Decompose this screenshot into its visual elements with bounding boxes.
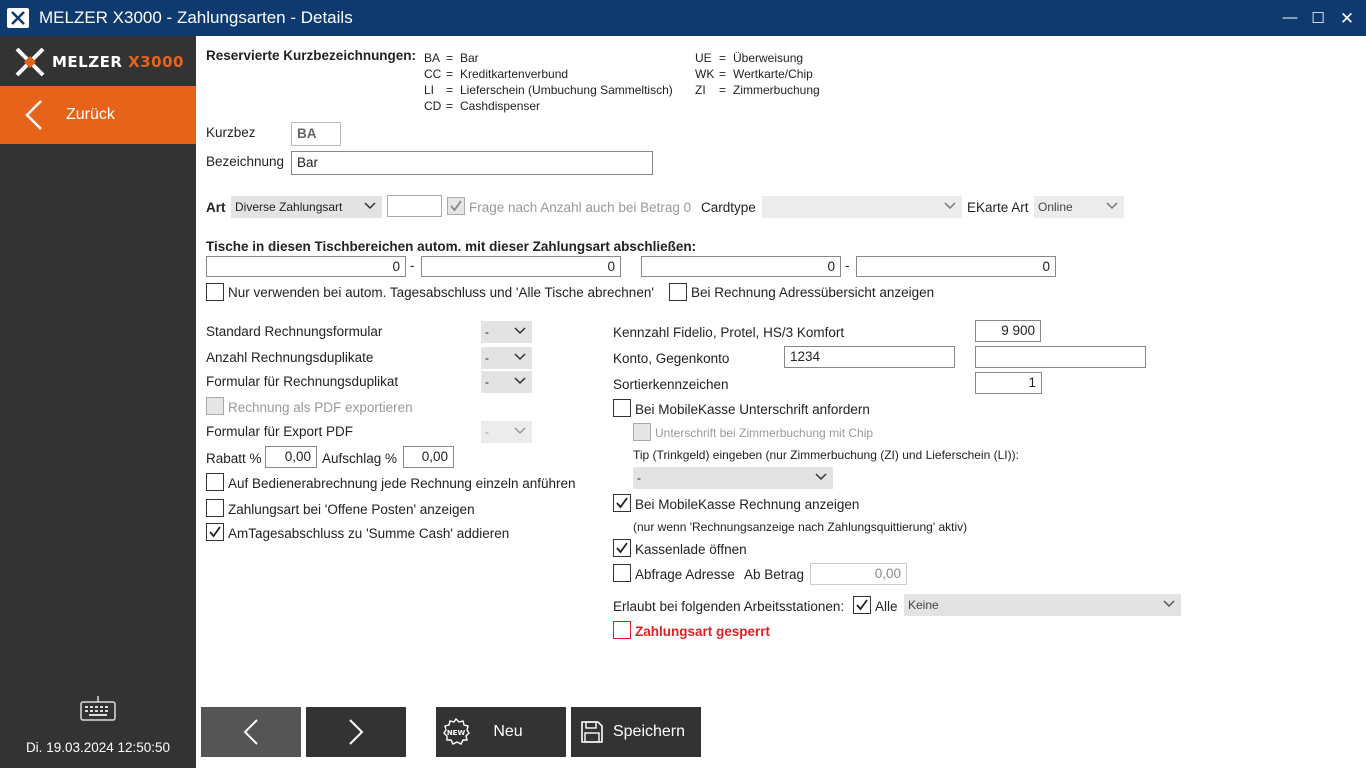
offene-posten-label: Zahlungsart bei 'Offene Posten' anzeigen [228,502,475,517]
new-badge-icon [442,718,470,746]
chevron-down-icon [364,202,376,210]
back-label: Zurück [66,106,115,123]
unterschrift-zimmer-label: Unterschrift bei Zimmerbuchung mit Chip [655,426,874,440]
window-title: MELZER X3000 - Zahlungsarten - Details [39,8,353,27]
aufschlag-label: Aufschlag % [322,451,398,466]
range2-dash: - [845,258,850,273]
konto-label: Konto, Gegenkonto [613,351,730,366]
app-icon [7,8,29,28]
unterschrift-zimmer-checkbox[interactable] [633,423,651,441]
nur-verwenden-checkbox[interactable] [206,283,224,301]
abfrage-adresse-label: Abfrage Adresse [635,567,735,582]
melzer-logo [14,44,184,80]
checkmark-icon [615,496,629,510]
title-bar [0,0,1366,36]
anzahl-dup-label: Anzahl Rechnungsduplikate [206,350,374,365]
anzahl-dup-select[interactable]: - [481,347,532,369]
konto-field[interactable]: 1234 [784,346,955,368]
cardtype-label: Cardtype [701,200,756,215]
tip-label: Tip (Trinkgeld) eingeben (nur Zimmerbuchung (ZI) und Lieferschein (LI)): [633,448,1019,462]
neu-button[interactable] [436,707,566,757]
kurzbez-field[interactable]: BA [291,122,341,146]
rabatt-label: Rabatt % [206,451,262,466]
cardtype-select[interactable] [762,196,962,218]
close-icon[interactable]: ✕ [1339,9,1355,28]
chevron-left-icon [24,99,44,131]
frage-anzahl-label: Frage nach Anzahl auch bei Betrag 0 [469,200,692,215]
std-formular-label: Standard Rechnungsformular [206,324,383,339]
chevron-down-icon [1163,600,1175,608]
summe-cash-checkbox[interactable] [206,523,224,541]
art-select[interactable]: Diverse Zahlungsart [231,196,382,218]
erlaubt-label: Erlaubt bei folgenden Arbeitsstationen: [613,599,845,614]
adressuebersicht-checkbox[interactable] [669,283,687,301]
ekarte-label: EKarte Art [967,200,1029,215]
previous-button[interactable] [201,707,301,757]
mobile-rechnung-note: (nur wenn 'Rechnungsanzeige nach Zahlungsquittierung' aktiv) [633,520,968,534]
mobile-unterschrift-checkbox[interactable] [613,399,631,417]
mobile-rechnung-label: Bei MobileKasse Rechnung anzeigen [635,497,860,512]
pdf-export-checkbox[interactable] [206,397,224,415]
range2-to-field[interactable]: 0 [856,256,1056,277]
chevron-down-icon [815,473,827,481]
logo-text: MELZER [52,53,123,71]
nur-verwenden-label: Nur verwenden bei autom. Tagesabschluss und 'Alle Tische abrechnen' [228,285,654,300]
formular-dup-label: Formular für Rechnungsduplikat [206,374,399,389]
offene-posten-checkbox[interactable] [206,499,224,517]
stationen-select[interactable]: Keine [904,594,1181,616]
bezeichnung-field[interactable]: Bar [291,151,653,175]
next-button[interactable] [306,707,406,757]
ab-betrag-label: Ab Betrag [744,567,805,582]
minimize-icon[interactable]: — [1282,9,1298,26]
range1-dash: - [410,258,415,273]
chevron-left-icon [243,718,259,746]
rabatt-field[interactable]: 0,00 [265,446,317,468]
logo-x-icon [14,46,46,78]
reserved-label: Reservierte Kurzbezeichnungen: [206,48,417,63]
mobile-unterschrift-label: Bei MobileKasse Unterschrift anfordern [635,402,870,417]
sidebar [0,36,196,768]
ab-betrag-field[interactable]: 0,00 [810,563,907,585]
tische-label: Tische in diesen Tischbereichen autom. mit dieser Zahlungsart abschließen: [206,239,697,254]
kurzbez-label: Kurzbez [206,125,256,140]
range2-from-field[interactable]: 0 [641,256,841,277]
speichern-label: Speichern [612,723,686,740]
range1-from-field[interactable]: 0 [206,256,406,277]
std-formular-select[interactable]: - [481,321,532,343]
reserved-list-right: UE = Überweisung WK = Wertkarte/Chip ZI = Zimmerbuchung [695,51,820,97]
maximize-icon[interactable]: ☐ [1311,10,1325,27]
mobile-rechnung-checkbox[interactable] [613,494,631,512]
abfrage-adresse-checkbox[interactable] [613,564,631,582]
chevron-down-icon [514,327,526,335]
formular-pdf-label: Formular für Export PDF [206,424,354,439]
chevron-down-icon [514,377,526,385]
chevron-down-icon [944,202,956,210]
alle-stationen-checkbox[interactable] [853,596,871,614]
main-panel [196,36,1366,768]
neu-label: Neu [493,723,523,740]
svg-text:NEW: NEW [446,729,466,737]
chevron-down-icon [514,427,526,435]
keyboard-icon[interactable] [80,696,116,725]
range1-to-field[interactable]: 0 [421,256,621,277]
kennzahl-field[interactable]: 9 900 [975,320,1041,342]
sortier-field[interactable]: 1 [975,372,1042,394]
pdf-export-label: Rechnung als PDF exportieren [228,400,413,415]
checkmark-icon [208,525,222,539]
formular-pdf-select[interactable]: - [481,421,532,443]
frage-anzahl-checkbox[interactable] [447,197,465,215]
ekarte-select[interactable]: Online [1034,196,1124,218]
tip-select[interactable]: - [633,467,833,489]
speichern-button[interactable] [571,707,701,757]
chevron-down-icon [1106,202,1118,210]
logo-accent: X3000 [128,53,184,71]
checkmark-icon [615,541,629,555]
chevron-down-icon [514,353,526,361]
gesperrt-label: Zahlungsart gesperrt [635,624,771,639]
aufschlag-field[interactable]: 0,00 [403,446,454,468]
save-icon [580,720,604,744]
reserved-list-left: BA = Bar CC = Kreditkartenverbund LI = Lieferschein (Umbuchung Sammeltisch) CD = Cashdispenser [424,51,673,113]
sortier-label: Sortierkennzeichen [613,377,729,392]
kassenlade-label: Kassenlade öffnen [635,542,747,557]
bediener-label: Auf Bedienerabrechnung jede Rechnung einzeln anführen [228,476,576,491]
gesperrt-checkbox[interactable] [613,621,631,639]
bediener-checkbox[interactable] [206,473,224,491]
art-extra-field[interactable] [387,195,442,217]
bezeichnung-label: Bezeichnung [206,154,285,169]
kassenlade-checkbox[interactable] [613,539,631,557]
kennzahl-label: Kennzahl Fidelio, Protel, HS/3 Komfort [613,325,845,340]
alle-label: Alle [875,599,898,614]
gegenkonto-field[interactable] [975,346,1146,368]
art-label: Art [206,200,226,215]
adressuebersicht-label: Bei Rechnung Adressübersicht anzeigen [691,285,935,300]
chevron-right-icon [348,718,364,746]
summe-cash-label: AmTagesabschluss zu 'Summe Cash' addieren [228,526,510,541]
formular-dup-select[interactable]: - [481,371,532,393]
datetime: Di. 19.03.2024 12:50:50 [25,740,171,755]
back-button[interactable] [0,86,196,144]
checkmark-icon [855,598,869,612]
